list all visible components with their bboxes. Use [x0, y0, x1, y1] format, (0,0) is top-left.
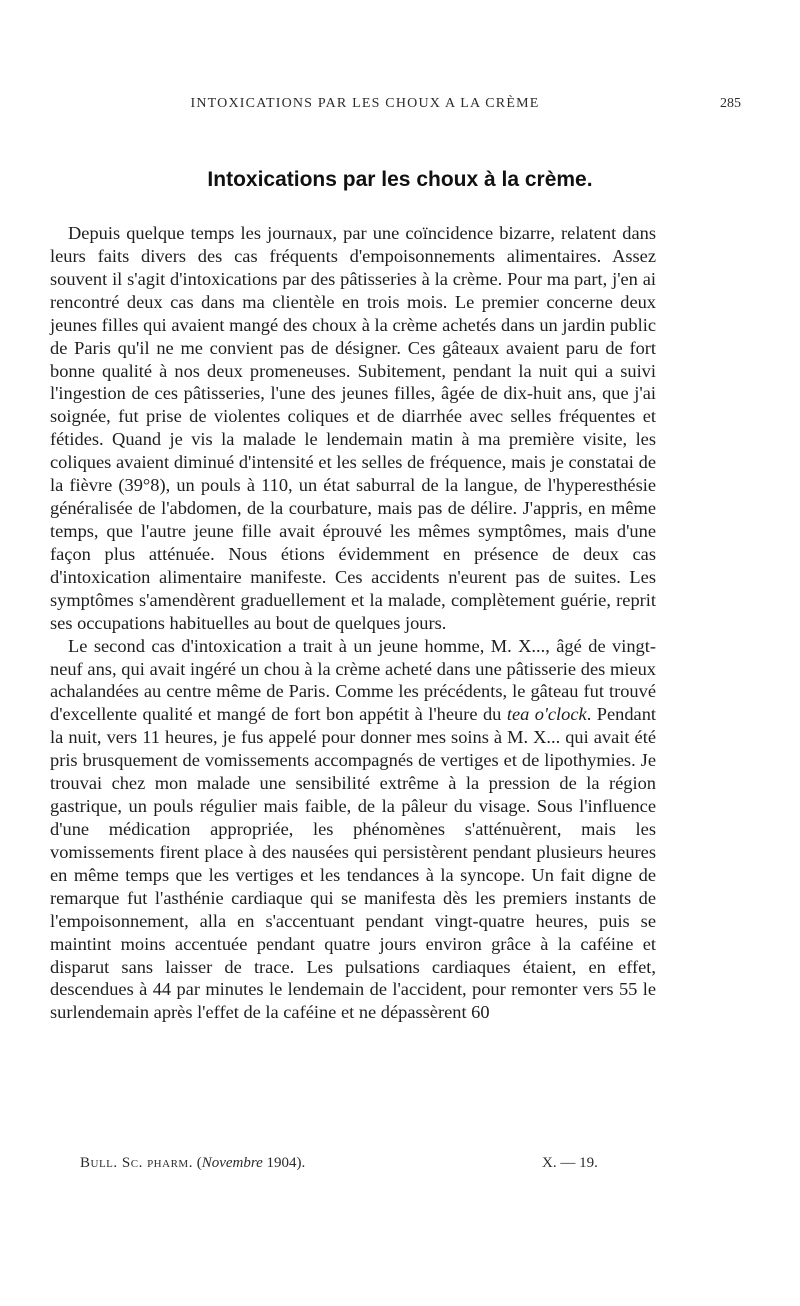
- paragraph-second-case-start: Le second cas d'intoxication a trait à un jeune homme, M. X..., âgé de vingt-neuf ans, qui avait ingéré un chou à la crème acheté dans une pâtisserie des mieux achalandées au centre même de Paris. Comme les précédents, le gâteau fut trouvé d'excellente qualité et mangé de fort bon appétit à l'heure du: [50, 635, 656, 725]
- article-body: [50, 222, 656, 1024]
- journal-citation: [80, 1155, 305, 1172]
- page-number: 285: [720, 96, 741, 111]
- article-title: Intoxications par les choux à la crème.: [207, 168, 593, 191]
- paragraph-first-case: Depuis quelque temps les journaux, par une coïncidence bizarre, relatent dans leurs faits divers des cas fréquents d'empoisonnements alimentaires. Assez souvent il s'agit d'intoxications par des pâtisseries à la crème. Pour ma part, j'en ai rencontré deux cas dans ma clientèle en trois mois. Le premier concerne deux jeunes filles qui avaient mangé des choux à la crème achetés dans un jardin public de Paris qu'il ne me convient pas de désigner. Ces gâteaux avaient paru de fort bonne qualité à nos deux promeneuses. Subitement, pendant la nuit qui a suivi l'ingestion de ces pâtisseries, l'une des jeunes filles, âgée de dix-huit ans, que j'ai soignée, fut prise de violentes coliques et de diarrhée avec selles fréquentes et fétides. Quand je vis la malade le lendemain matin à ma première visite, les coliques avaient diminué d'intensité et les selles de fréquence, mais je constatai de la fièvre (39°8), un pouls à 110, un état saburral de la langue, de l'hyperesthésie généralisée de l'abdomen, de la courbature, mais pas de délire. J'appris, en même temps, que l'autre jeune fille avait éprouvé les mêmes symptômes, mais d'une façon plus atténuée. Nous étions évidemment en présence de deux cas d'intoxication alimentaire manifeste. Ces accidents n'eurent pas de suites. Les symptômes s'amendèrent graduellement et la malade, complètement guérie, reprit ses occupations habituelles au bout de quelques jours.: [50, 223, 656, 633]
- citation-month: Novembre: [201, 1155, 263, 1171]
- journal-name: Bull. Sc. pharm.: [80, 1155, 193, 1171]
- paragraph-second-case: [50, 635, 656, 1025]
- running-header: INTOXICATIONS PAR LES CHOUX A LA CRÈME: [190, 96, 540, 111]
- paragraph-second-case-rest: . Pendant la nuit, vers 11 heures, je fus appelé pour donner mes soins à M. X... qui avait été pris brusquement de vomissements accompagnés de vertiges et de lipothymies. Je trouvai chez mon malade une sensibilité extrême à la pression de la région gastrique, un pouls régulier mais faible, de la pâleur du visage. Sous l'influence d'une médication appropriée, les phénomènes s'atténuèrent, mais les vomissements firent place à des nausées qui persistèrent pendant plusieurs heures en même temps que les vertiges et les tendances à la syncope. Un fait digne de remarque fut l'asthénie cardiaque qui se manifesta dès les premiers instants de l'empoisonnement, alla en s'accentuant pendant vingt-quatre heures, puis se maintint moins accentuée pendant quatre jours environ grâce à la caféine et disparut sans laisser de trace. Les pulsations cardiaques étaient, en effet, descendues à 44 par minutes le lendemain de l'accident, pour remonter vers 55 le surlendemain après l'effet de la caféine et ne dépassèrent 60: [50, 704, 656, 1023]
- citation-year: 1904).: [262, 1155, 306, 1171]
- signature-mark: X. — 19.: [542, 1155, 598, 1171]
- citation-open: (: [192, 1155, 202, 1171]
- italic-phrase: tea o'clock: [506, 704, 587, 725]
